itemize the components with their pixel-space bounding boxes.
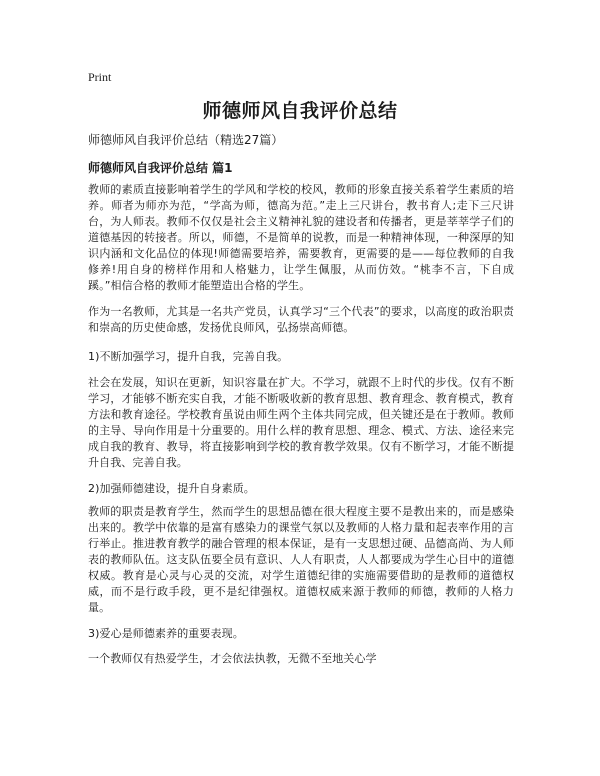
paragraph: 教师的职责是教育学生，然而学生的思想品德在很大程度主要不是教出来的，而是感染出来的。教学中依靠的是富有感染力的课堂气氛以及教师的人格力量和起表率作用的言行举止。推进教育教学的融合管理的根本保证，是有一支思想过硬、品德高尚、为人师表的教师队伍。这支队伍要全员有意识、人人有职责，人人都要成为学生心目中的道德权威。教育是心灵与心灵的交流，对学生道德纪律的实施需要借助的是教师的道德权威，而不是行政手段，更不是纪律强权。道德权威来源于教师的师德，教师的人格力量。 (88, 505, 514, 614)
print-link[interactable]: Print (88, 70, 112, 84)
section-heading: 师德师风自我评价总结 篇1 (88, 161, 233, 175)
paragraph-heading: 3)爱心是师德素养的重要表现。 (88, 627, 244, 640)
paragraph-heading: 2)加强师德建设，提升自身素质。 (88, 482, 255, 495)
paragraph: 教师的素质直接影响着学生的学风和学校的校风，教师的形象直接关系着学生素质的培养。师者为师亦为范，“学高为师，德高为范。”走上三尺讲台，教书育人;走下三尺讲台，为人师表。教师不仅仅是社会主义精神礼貌的建设者和传播者，更是莘莘学子们的道德基因的转接者。所以，师德，不是简单的说教，而是一种精神体现，一种深厚的知识内涵和文化品位的体现!师德需要培养，需要教育，更需要的是——每位教师的自我修养!用自身的榜样作用和人格魅力，让学生佩服，从而仿效。“桃李不言，下自成蹊。”相信合格的教师才能塑造出合格的学生。 (88, 183, 514, 292)
page-title: 师德师风自我评价总结 (202, 100, 398, 122)
paragraph: 一个教师仅有热爱学生，才会依法执教，无微不至地关心学 (88, 652, 377, 665)
paragraph: 作为一名教师，尤其是一名共产党员，认真学习“三个代表”的要求，以高度的政治职责和崇高的历史使命感，发扬优良师风，弘扬崇高师德。 (88, 305, 514, 334)
paragraph: 社会在发展，知识在更新，知识容量在扩大。不学习，就跟不上时代的步伐。仅有不断学习，才能够不断充实自我，才能不断吸收新的教育思想、教育理念、教育模式，教育方法和教育途径。学校教育虽说由师生两个主体共同完成，但关键还是在于教师。教师的主导、导向作用是十分重要的。用什么样的教育思想、理念、模式、方法、途径来完成自我的教育、教导，将直接影响到学校的教育教学效果。仅有不断学习，才能不断提升自我、完善自我。 (88, 376, 514, 469)
paragraph-heading: 1)不断加强学习，提升自我，完善自我。 (88, 350, 289, 363)
document-subtitle: 师德师风自我评价总结（精选27篇） (88, 133, 284, 147)
